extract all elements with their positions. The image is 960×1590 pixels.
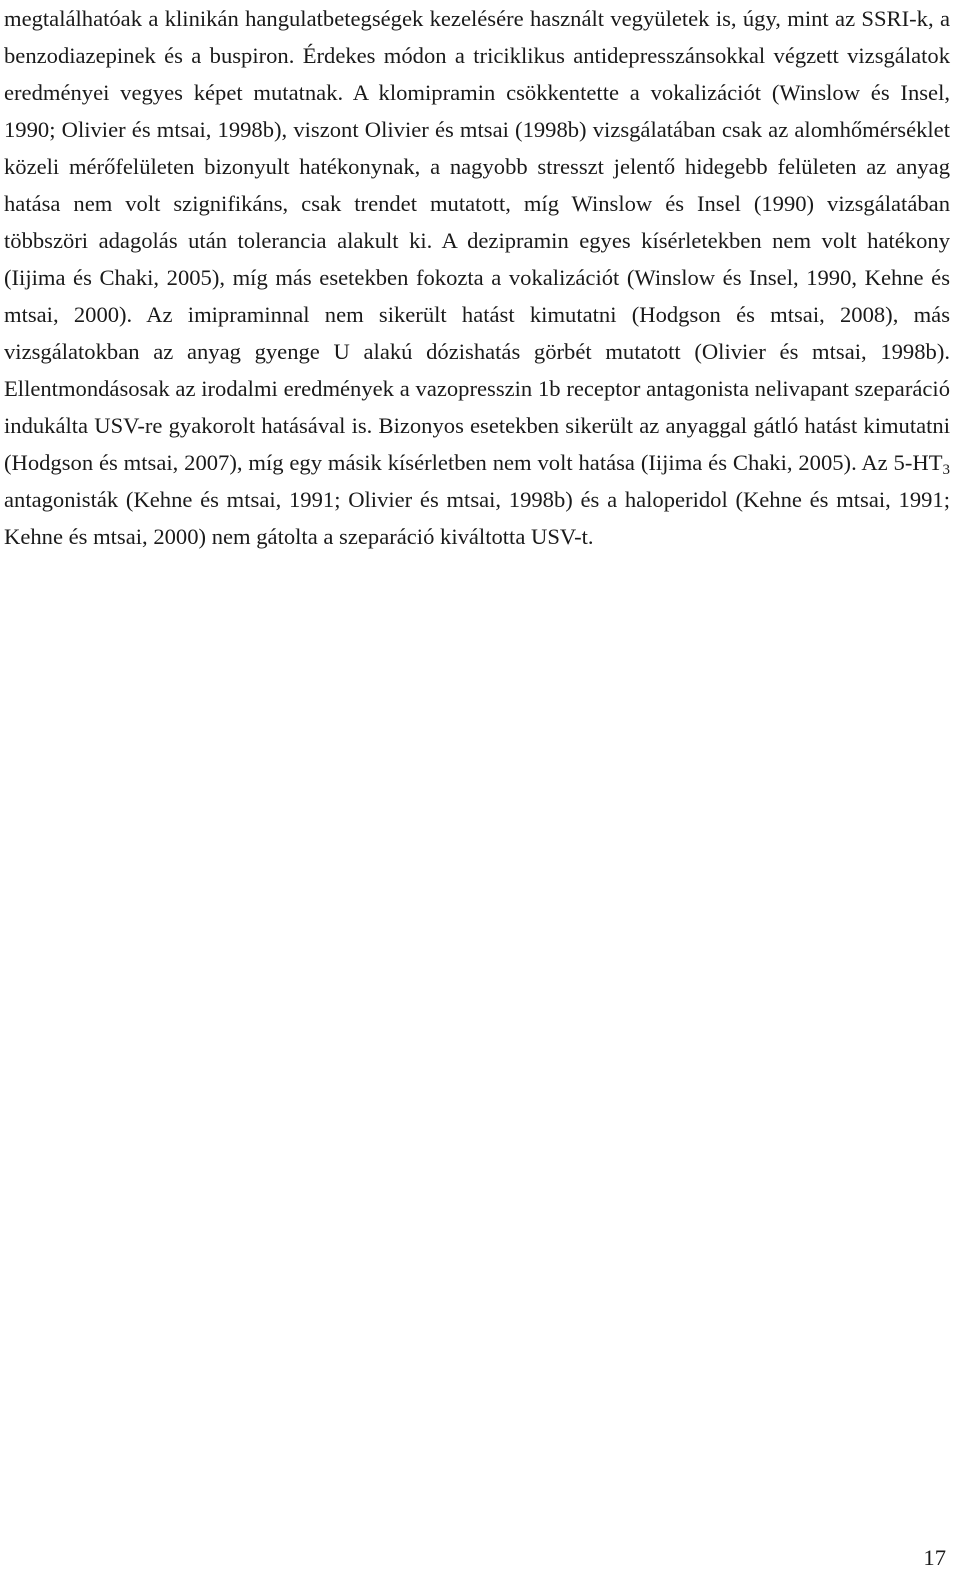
page-number: 17	[923, 1545, 946, 1570]
paragraph-text-part2: antagonisták (Kehne és mtsai, 1991; Olivier és mtsai, 1998b) és a haloperidol (Kehne és mtsai, 1991; Kehne és mtsai, 2000) nem gátolta a szeparáció kiváltotta USV-t.	[4, 487, 950, 549]
paragraph-text-part1: megtalálhatóak a klinikán hangulatbetegségek kezelésére használt vegyületek is, úgy, mint az SSRI-k, a benzodiazepinek és a buspiron. Érdekes módon a triciklikus antidepresszánsokkal végzett vizsgálatok eredményei vegyes képet mutatnak. A klomipramin csökkentette a vokalizációt (Winslow és Insel, 1990; Olivier és mtsai, 1998b), viszont Olivier és mtsai (1998b) vizsgálatában csak az alomhőmérséklet közeli mérőfelületen bizonyult hatékonynak, a nagyobb stresszt jelentő hidegebb felületen az anyag hatása nem volt szignifikáns, csak trendet mutatott, míg Winslow és Insel (1990) vizsgálatában többszöri adagolás után tolerancia alakult ki. A dezipramin egyes kísérletekben nem volt hatékony (Iijima és Chaki, 2005), míg más esetekben fokozta a vokalizációt (Winslow és Insel, 1990, Kehne és mtsai, 2000). Az imipraminnal nem sikerült hatást kimutatni (Hodgson és mtsai, 2008), más vizsgálatokban az anyag gyenge U alakú dózishatás görbét mutatott (Olivier és mtsai, 1998b). Ellentmondásosak az irodalmi eredmények a vazopresszin 1b receptor antagonista nelivapant szeparáció indukálta USV-re gyakorolt hatásával is. Bizonyos esetekben sikerült az anyaggal gátló hatást kimutatni (Hodgson és mtsai, 2007), míg egy másik kísérletben nem volt hatása (Iijima és Chaki, 2005). Az 5-HT	[4, 6, 950, 475]
body-paragraph	[4, 0, 950, 555]
subscript-3: 3	[942, 462, 950, 478]
